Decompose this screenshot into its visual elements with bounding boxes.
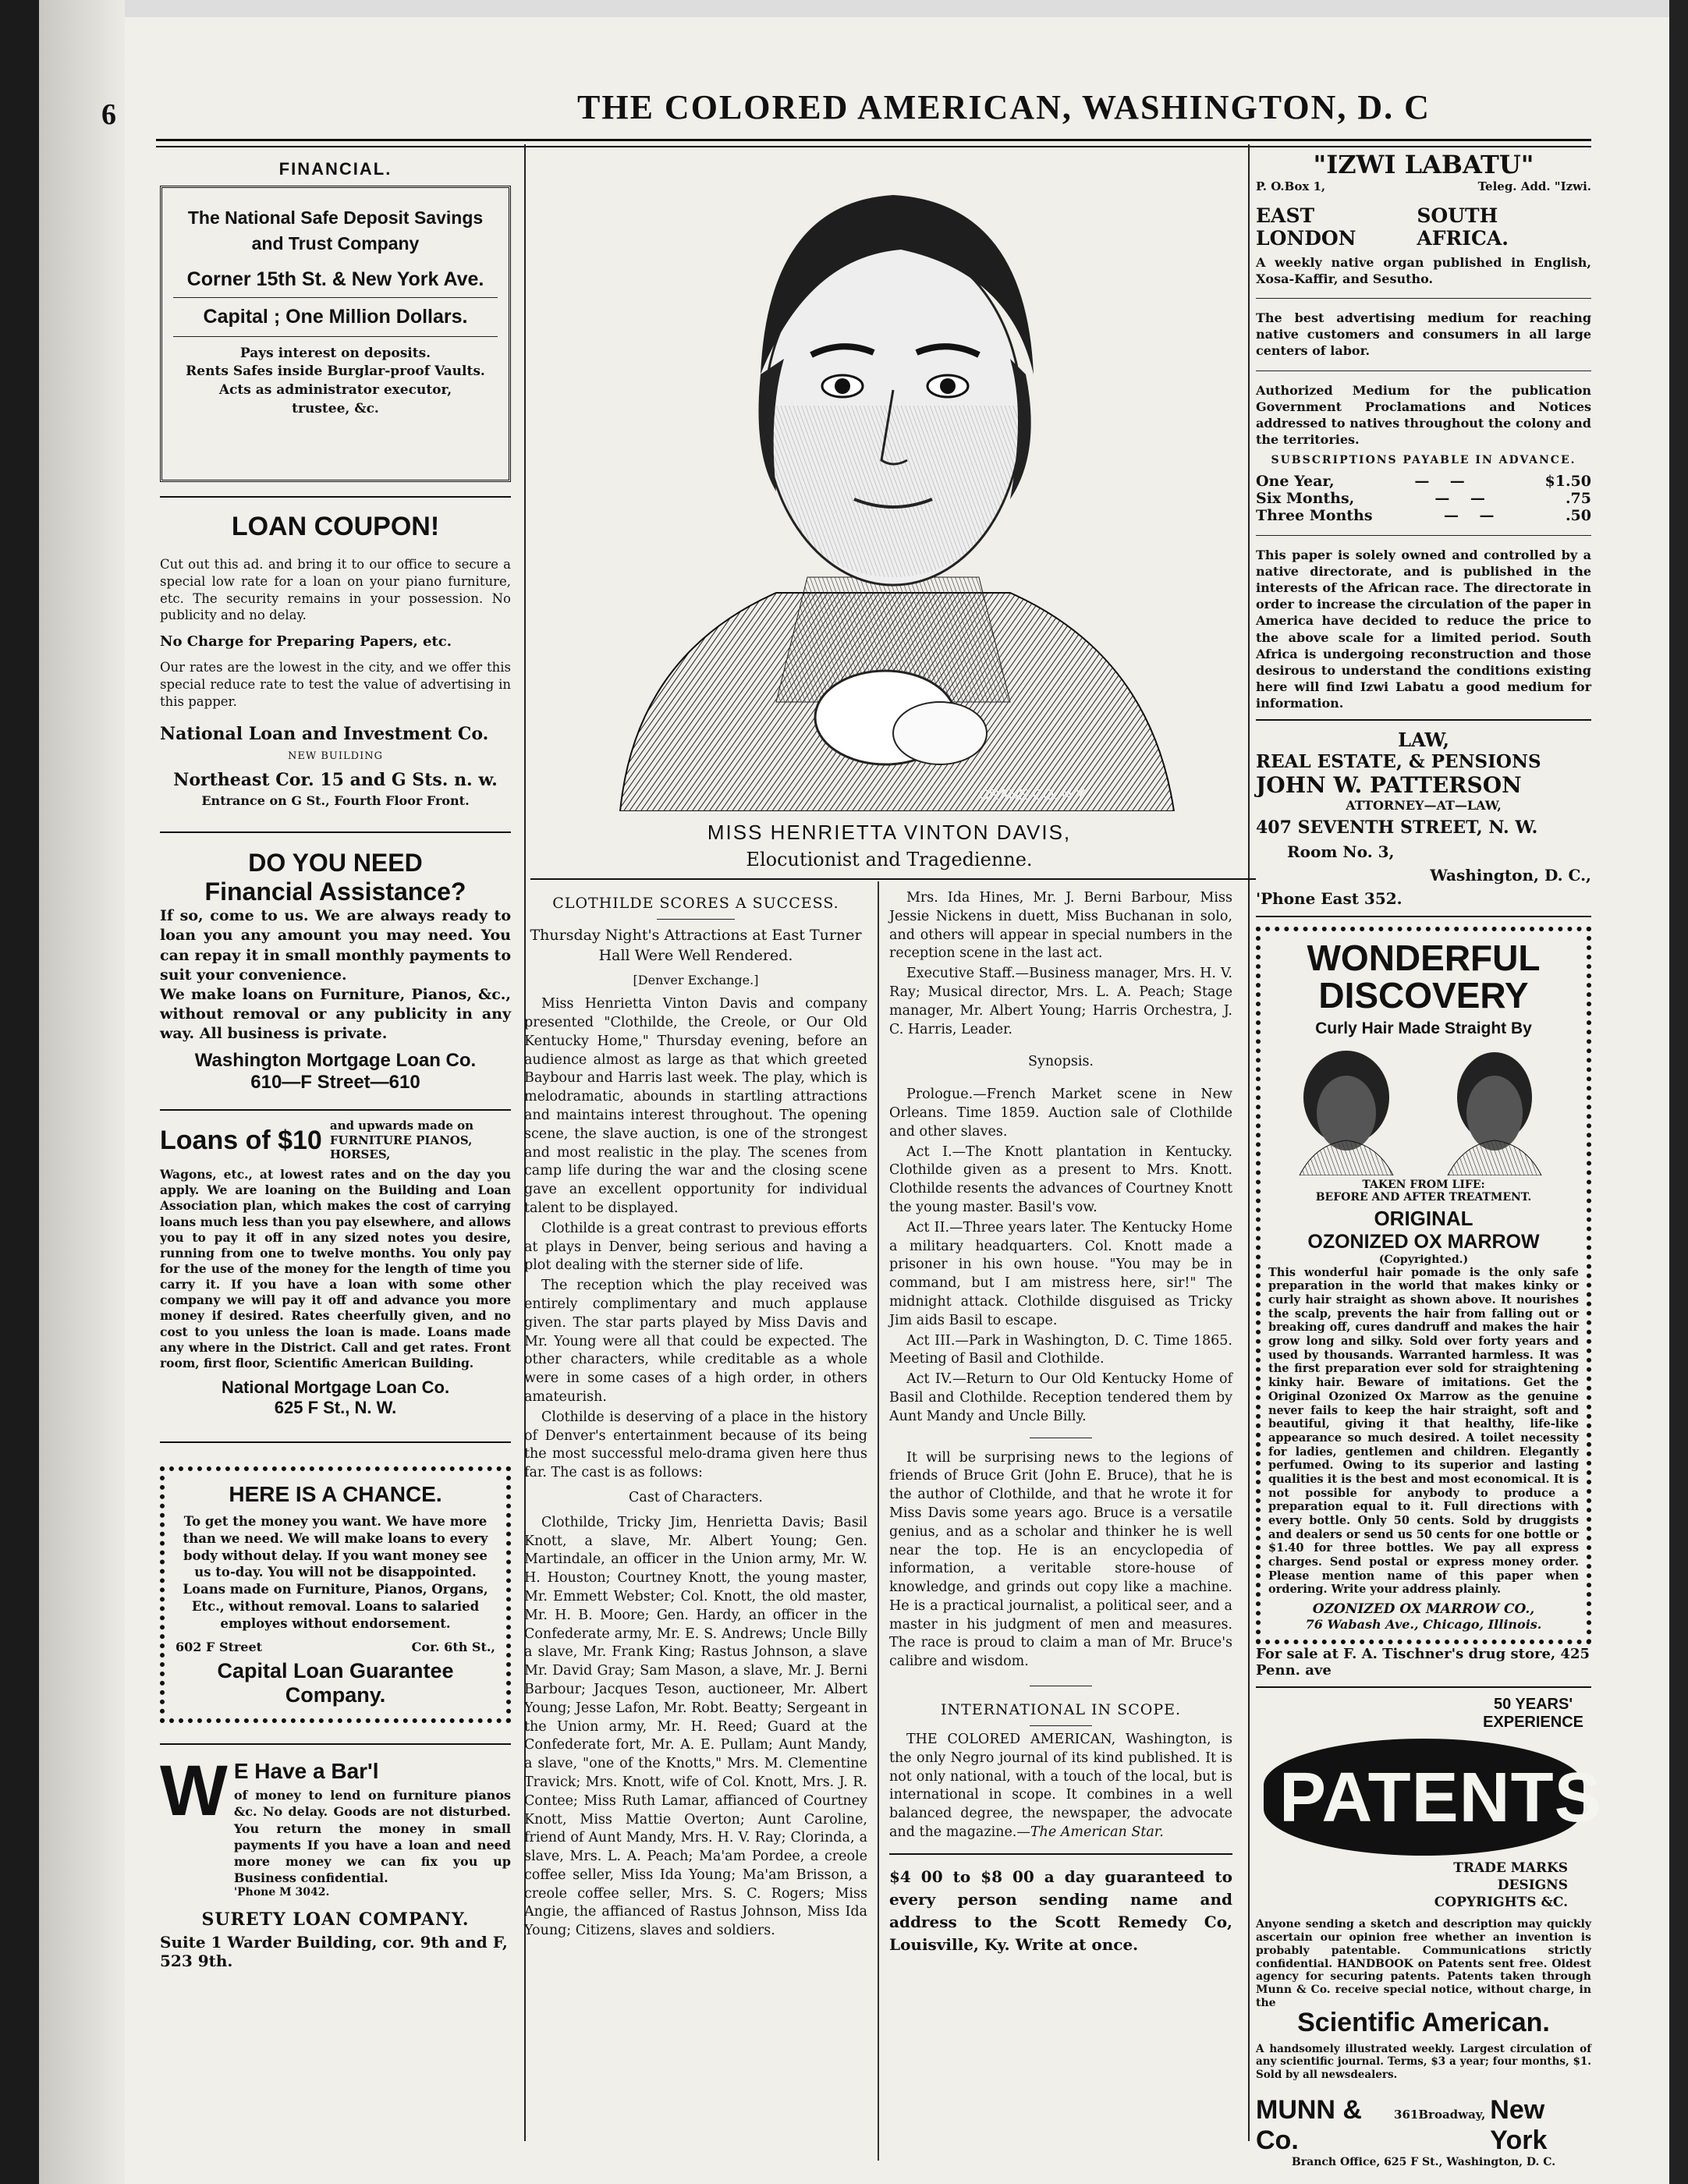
international-source: The American Star. (1030, 1824, 1164, 1840)
subscription-row: One Year, — — $1.50 (1256, 472, 1591, 490)
product-name: OZONIZED OX MARROW (1307, 1230, 1540, 1253)
masthead-title: THE COLORED AMERICAN, WASHINGTON, D. C (577, 88, 1431, 126)
loans10-sub: and upwards made on FURNITURE PIANOS, HORSES, (329, 1118, 474, 1162)
assistance-body-2: We make loans on Furniture, Pianos, &c., without removal or any publicity in any way. All business is private. (160, 985, 511, 1042)
bar-address: Suite 1 Warder Building, cor. 9th and F, 523 9th. (160, 1933, 508, 1970)
bank-line: Acts as administrator executor, (218, 382, 452, 399)
chance-body: To get the money you want. We have more than we need. We will make loans to every body without delay. If you want money see us to-day. You will not be disappointed. Loans made on Furniture, Pianos, Organs, Etc., without removal. Loans to salaried employes without endorsement. (183, 1513, 488, 1631)
bar-company: SURETY LOAN COMPANY. (201, 1909, 470, 1930)
loans10-heading: Loans of $10 (160, 1125, 322, 1155)
bar-initial: W (160, 1751, 228, 1831)
article-headline: CLOTHILDE SCORES A SUCCESS. (552, 895, 839, 912)
executive-staff: Executive Staff.—Business manager, Mrs. H. V. Ray; Musical director, Mrs. L. A. Peach; Stage manager, Mr. Albert Young; Harris Orchestra, J. C. Harris, Leader. (889, 966, 1232, 1037)
synopsis-item: Act II.—Three years later. The Kentucky Home a military headquarters. Col. Knott made a prisoner in his own house. "You may be in command, but I am mistress here, sir!" The midnight attack. Clothilde disguised as Tricky Jim aids Basil to escape. (889, 1219, 1232, 1328)
bank-line: Pays interest on deposits. (239, 345, 431, 361)
izwi-authorized: Authorized Medium for the publication Government Proclamations and Notices addressed to natives throughout the colony and the territories. (1256, 382, 1591, 447)
right-column (1256, 148, 1602, 2169)
wonderful-ad (1256, 927, 1591, 1644)
wonderful-caption: TAKEN FROM LIFE: (1362, 1178, 1485, 1191)
law-sub: REAL ESTATE, & PENSIONS (1256, 751, 1541, 773)
loan-coupon-entrance: Entrance on G St., Fourth Floor Front. (201, 793, 470, 809)
scientific-american: Scientific American. (1297, 2008, 1550, 2038)
article-source: [Denver Exchange.] (633, 973, 759, 988)
synopsis-item: Prologue.—French Market scene in New Orleans. Time 1859. Auction sale of Clothilde and other slaves. (889, 1087, 1232, 1140)
chance-address-corner: Cor. 6th St., (411, 1640, 495, 1655)
patents-body-2: A handsomely illustrated weekly. Largest circulation of any scientific journal. Terms, $3 a year; four months, $1. Sold by all newsdealers. (1256, 2043, 1591, 2081)
law-heading: LAW, (1398, 729, 1449, 752)
article-paragraph: The reception which the play received was entirely complimentary and much applause given. The star parts played by Miss Davis and Mr. Young were all that could be expected. The other characters, while creditable as a whole were in some cases of a high order, in others amateurish. (524, 1278, 867, 1405)
patents-experience: EXPERIENCE (1483, 1714, 1583, 1732)
wonderful-heading: WONDERFUL (1307, 938, 1541, 979)
before-after-illustration (1268, 1043, 1573, 1175)
chance-ad (160, 1466, 511, 1723)
portrait-engraving (573, 156, 1213, 811)
munn-name: MUNN & Co. (1256, 2095, 1362, 2156)
loan-coupon-company: National Loan and Investment Co. (160, 724, 489, 745)
product-copyright: (Copyrighted.) (1378, 1253, 1469, 1266)
international-headline: INTERNATIONAL IN SCOPE. (940, 1701, 1182, 1719)
synopsis-heading: Synopsis. (1027, 1054, 1094, 1070)
loans10-header (160, 1119, 511, 1162)
column-rule (878, 881, 879, 2161)
bar-phone: 'Phone M 3042. (233, 1886, 330, 1899)
wonderful-caption-2: BEFORE AND AFTER TREATMENT. (1315, 1190, 1532, 1204)
chance-company: Capital Loan Guarantee Company. (217, 1659, 454, 1707)
munn-city: New York (1490, 2095, 1548, 2156)
patents-ad (1256, 1696, 1602, 2101)
scan-edge-top (0, 0, 1688, 17)
cast-heading: Cast of Characters. (629, 1489, 763, 1505)
bank-capital: Capital ; One Million Dollars. (203, 305, 468, 328)
synopsis-item: Act IV.—Return to Our Old Kentucky Home of Basil and Clothilde. Reception tendered them by Aunt Mandy and Uncle Billy. (889, 1371, 1232, 1424)
bruce-paragraph: It will be surprising news to the legions of friends of Bruce Grit (John E. Bruce), that he is the author of Clothilde, and that he wrote it for Miss Davis some years ago. Bruce is a versatile genius, and as a scholar and thinker he is well near the top. He is an encyclopedia of information, a veritable store-house of knowledge, and grinds out copy like a machine. He is a practical journalist, a political seer, and a master in his judgment of men and measures. The race is proud to claim a man of Mr. Bruce's calibre and wisdom. (889, 1449, 1232, 1670)
izwi-place: EAST LONDON (1256, 204, 1356, 250)
product-address: 76 Wabash Ave., Chicago, Illinois. (1305, 1617, 1542, 1633)
assistance-body: If so, come to us. We are always ready to loan you any amount you may need. You can repay it in small monthly payments to suit your convenience. (160, 907, 511, 984)
international-body: THE COLORED AMERICAN, Washington, is the only Negro journal of its kind published. It is not only national, with a touch of the local, but is international in scope. It combines in a well balanced degree, the newspaper, the advocate and the magazine.— (889, 1731, 1232, 1840)
subscription-row: Six Months, — — .75 (1256, 489, 1591, 507)
izwi-teleg: Teleg. Add. "Izwi. (1477, 179, 1591, 193)
synopsis-item: Act I.—The Knott plantation in Kentucky. Clothilde given as a present to Mrs. Knott. Clothilde resents the advances of Courtney Knott the young master. Basil's vow. (889, 1143, 1232, 1215)
izwi-subs-heading: SUBSCRIPTIONS PAYABLE IN ADVANCE. (1271, 453, 1576, 466)
assistance-heading: DO YOU NEED (248, 849, 423, 878)
law-phone: 'Phone East 352. (1256, 889, 1403, 909)
article-column-1 (524, 889, 867, 1942)
article-subhead: Thursday Night's Attractions at East Turner Hall Were Well Rendered. (530, 926, 862, 964)
izwi-medium: The best advertising medium for reaching native customers and consumers in all large centers of labor. (1256, 310, 1591, 359)
scan-edge-left (0, 0, 39, 2184)
product-company: OZONIZED OX MARROW CO., (1312, 1601, 1535, 1618)
product-original: ORIGINAL (1374, 1206, 1473, 1230)
izwi-pobox: P. O.Box 1, (1256, 179, 1326, 193)
loans10-company: National Mortgage Loan Co. (221, 1377, 450, 1397)
bank-name: The National Safe Deposit Savings and Trust Company (187, 207, 484, 254)
patents-trade: TRADE MARKS (1453, 1860, 1568, 1877)
article-column-2 (889, 889, 1232, 1958)
loan-coupon-rates: Our rates are the lowest in the city, and we offer this special reduce rate to test the value of advertising in this papper. (160, 660, 511, 709)
law-title: ATTORNEY—AT—LAW, (1346, 798, 1502, 814)
assistance-company: Washington Mortgage Loan Co. (194, 1049, 477, 1071)
subscription-row: Three Months — — .50 (1256, 506, 1591, 524)
wonderful-sub: Curly Hair Made Straight By (1315, 1019, 1532, 1037)
portrait-caption-role: Elocutionist and Tragedienne. (746, 849, 1033, 870)
izwi-title: "IZWI LABATU" (1313, 150, 1534, 179)
law-room: Room No. 3, (1287, 842, 1395, 862)
bar-body: of money to lend on furniture pianos &c. No delay. Goods are not disturbed. You return the money in small payments If you have a loan and need more money we can fix you up Business confidential. (233, 1788, 511, 1885)
portrait-caption-name: MISS HENRIETTA VINTON DAVIS, (707, 821, 1072, 844)
scan-edge-right (1669, 0, 1688, 2184)
bar-heading: E Have a Bar'l (233, 1759, 379, 1784)
article-paragraph: Clothilde is deserving of a place in the history of Denver's entertainment because of its being the most successful melo-drama given here thus far. The cast is as follows: (524, 1409, 867, 1481)
column-rule (1248, 144, 1250, 2141)
loans10-address: 625 F St., N. W. (274, 1397, 397, 1417)
patents-body: Anyone sending a sketch and description may quickly ascertain our opinion free whether an invention is probably patentable. Communications strictly confidential. HANDBOOK on Patents sent free. Oldest agency for securing patents. Patents taken through Munn & Co. receive special notice, without charge, in the (1256, 1918, 1591, 2009)
law-address: 407 SEVENTH STREET, N. W. (1256, 817, 1538, 838)
assistance-heading-2: Financial Assistance? (204, 878, 466, 906)
product-sale: For sale at F. A. Tischner's drug store, 425 Penn. ave (1256, 1646, 1590, 1679)
engraver-credit: CRANE-CO. N.Y. (979, 787, 1087, 803)
law-city: Washington, D. C., (1430, 866, 1591, 885)
remedy-ad: $4 00 to $8 00 a day guaranteed to every person sending name and address to the Scott Remedy Co, Louisville, Ky. Write at once. (889, 1867, 1232, 1954)
chance-address: 602 F Street (176, 1640, 263, 1655)
cast-continued: Mrs. Ida Hines, Mr. J. Berni Barbour, Miss Jessie Nickens in duett, Miss Buchanan in solo, and others will appear in special numbers in the reception scene in the last act. (889, 890, 1232, 962)
bank-line: Rents Safes inside Burglar-proof Vaults. (186, 363, 485, 380)
loan-coupon-no-charge: No Charge for Preparing Papers, etc. (160, 633, 452, 651)
masthead-rule (156, 139, 1591, 147)
article-paragraph: Clothilde is a great contrast to previous efforts at plays in Denver, being serious and having a plot dealing with the sterner side of life. (524, 1220, 867, 1274)
synopsis-item: Act III.—Park in Washington, D. C. Time 1865. Meeting of Basil and Clothilde. (889, 1332, 1232, 1367)
izwi-footer: This paper is solely owned and controlled by a native directorate, and is published in the interests of the African race. The directorate in order to increase the circulation of the paper in America have decided to reduce the price to the above scale for a limited period. South Africa is undergoing reconstruction and those desirous to understand the conditions existing here will find Izwi Labatu a good medium for information. (1256, 547, 1592, 711)
product-body: This wonderful hair pomade is the only safe preparation in the world that makes kinky or curly hair straight as shown above. It nourishes the scalp, prevents the hair from falling out or breaking off, cures dandruff and makes the hair grow long and silky. Sold over forty years and used by thousands. Warranted harmless. It was the first preparation ever sold for straightening kinky hair. Beware of imitations. Get the Original Ozonized Ox Marrow as the genuine never fails to keep the hair straight, soft and beautiful, giving it that healthy, life-like appearance so much desired. A toilet necessity for ladies, gentlemen and children. Elegantly perfumed. Owing to its superior and lasting qualities it is the best and most economical. It is not possible for anybody to produce a preparation equal to it. Full directions with every bottle. Only 50 cents. Sold by druggists and dealers or send us 50 cents for one bottle or $1.40 for three bottles. We pay all express charges. Send postal or express money order. Please mention name of this paper when ordering. Write your address plainly. (1268, 1265, 1579, 1597)
discovery-heading: DISCOVERY (1318, 975, 1529, 1016)
patents-designs: DESIGNS (1497, 1877, 1568, 1894)
bar-ad (160, 1751, 511, 1899)
izwi-desc: A weekly native organ published in English, Xosa-Kaffir, and Sesutho. (1256, 255, 1591, 287)
financial-heading: FINANCIAL. (278, 159, 392, 179)
munn-branch: Branch Office, 625 F St., Washington, D. C. (1291, 2156, 1556, 2169)
assistance-address: 610—F Street—610 (250, 1071, 420, 1093)
loan-coupon-new-building: NEW BUILDING (288, 750, 383, 763)
patents-copyrights: COPYRIGHTS &C. (1434, 1895, 1568, 1911)
section-rule (530, 878, 1256, 880)
bank-ad (160, 186, 511, 482)
left-column (160, 148, 511, 1970)
cast-list: Clothilde, Tricky Jim, Henrietta Davis; Basil Knott, a slave, Mr. Albert Young; Gen. Martindale, an officer in the Union army, Mr. W. H. Houston; Courtney Knott, the young master, Mr. Emmett Webster; Col. Knott, the old master, Mr. H. B. Moore; Gen. Hardy, an officer in the Confederate army, Mr. E. S. Andrews; Uncle Billy a slave, Mr. Frank King; Rastus Johnson, a slave Mr. David Gray; Sam Mason, a slave, Mr. J. Berni Barbour; Jacques Teson, auctioneer, Mr. Albert Young; Jesse Lafon, Mr. Robt. Beatty; Sergeant in the Union army, Mr. H. Reed; Guard at the Confederate fort, Mr. A. E. Pullam; Aunt Mandy, a slave, "one of the Knotts," Mrs. M. Clementine Travick; Mrs. Knott, wife of Col. Knott, Mrs. J. R. Contee; Miss Ruth Lamar, affianced of Courtney Knott, Miss Mattie Overton; Aunt Caroline, friend of Aunt Mandy, Mrs. H. V. Ray; Clorinda, a slave, Mrs. L. A. Peach; Ma'am Pordee, a creole coffee seller, Miss Ida Young; Ma'am Brisson, a creole coffee seller, Mrs. S. C. Rogers; Miss Angie, the affianced of Rastus Johnson, Miss Ida Young; Citizens, slaves and soldiers. (524, 1514, 867, 1939)
patents-word: PATENTS (1279, 1759, 1602, 1838)
article-paragraph: Miss Henrietta Vinton Davis and company presented "Clothilde, the Creole, or Our Old Kentucky Home," Thursday evening, before an audience almost as large as that which greeted Baybour and Harris last week. The play, which is melodramatic, abounds in startling attractions and maintains interest throughout. The opening scene, the slave auction, is one of the strongest and most realistic in the play. The scenes from camp life during the war and the closing scene gave an excellent opportunity for individual talent to be displayed. (524, 996, 867, 1216)
bank-line: trustee, &c. (292, 401, 379, 417)
chance-heading: HERE IS A CHANCE. (229, 1481, 442, 1506)
law-name: JOHN W. PATTERSON (1256, 772, 1522, 799)
loan-coupon-body: Cut out this ad. and bring it to our office to secure a special low rate for a loan on your piano furniture, etc. The security remains in your possession. No publicity and no delay. (160, 557, 511, 623)
loan-coupon-address: Northeast Cor. 15 and G Sts. n. w. (173, 770, 498, 791)
patents-years: 50 YEARS' EXPERIENCE (1483, 1696, 1583, 1732)
page-number: 6 (101, 98, 116, 131)
izwi-country: SOUTH AFRICA. (1417, 204, 1509, 250)
page-binding (39, 0, 125, 2184)
loan-coupon-heading: LOAN COUPON! (231, 512, 440, 541)
loans10-body: Wagons, etc., at lowest rates and on the day you apply. We are loaning on the Building and Loan Association plan, which makes the cost of carrying loans much less than you pay elsewhere, and allows you to pay it off in any sized notes you desire, running from one to twelve months. You only pay for the use of the money for the length of time you carry it. If you have a loan with some other company we will pay it off and advance you more money if desired. Rates cheerfully given, and no cost to you unless the loan is made. Loans made any where in the District. Call and get rates. Front room, first floor, Scientific American Building. (160, 1167, 511, 1370)
bank-address: Corner 15th St. & New York Ave. (186, 268, 484, 290)
munn-address: 361Broadway, (1394, 2108, 1486, 2122)
